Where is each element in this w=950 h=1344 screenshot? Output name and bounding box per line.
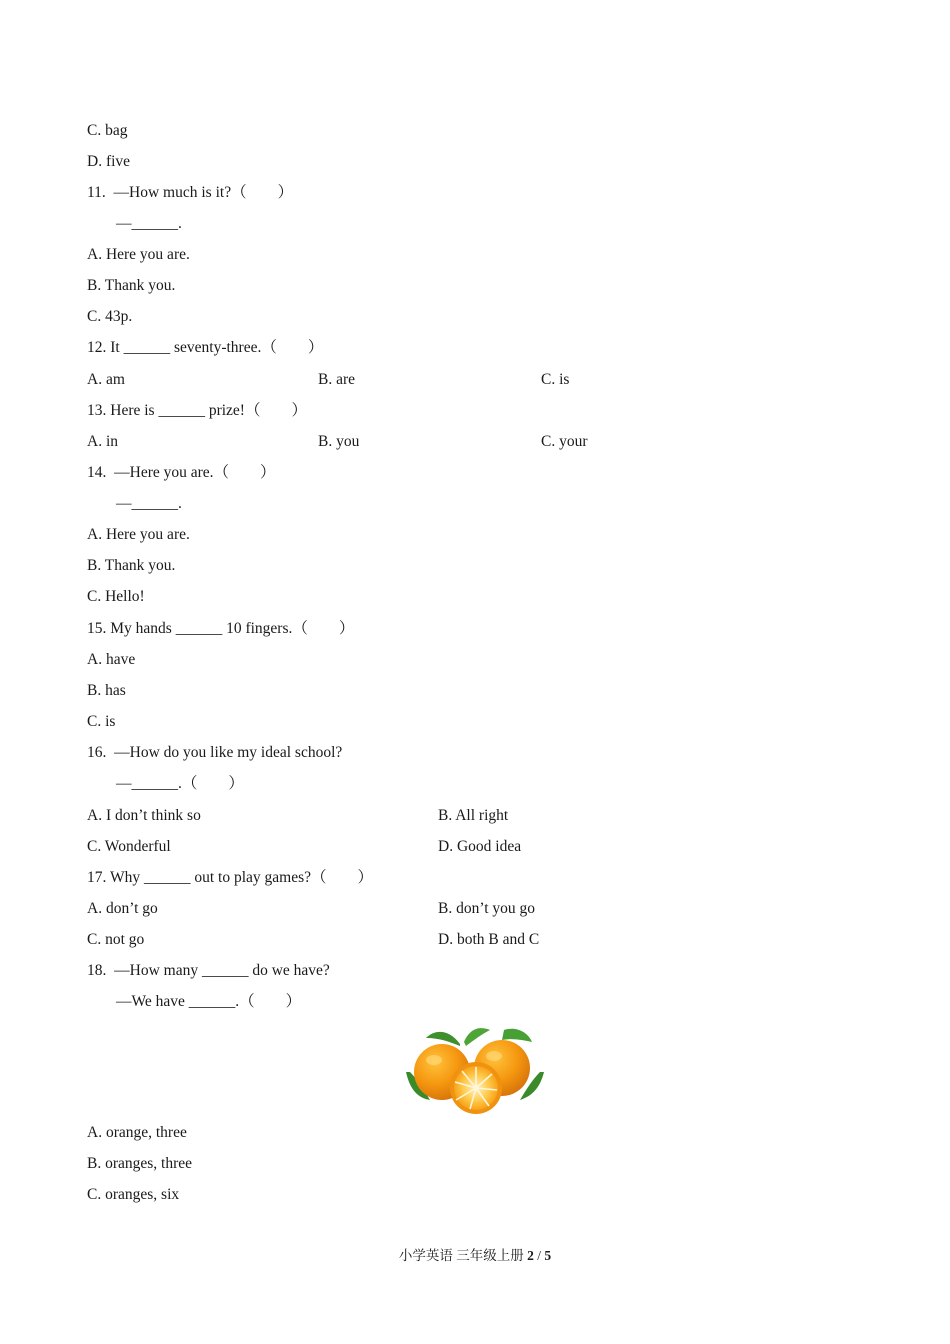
q17-option-c: C. not go	[87, 931, 145, 948]
footer-separator: /	[533, 1248, 545, 1263]
q13-option-b: B. you	[318, 433, 360, 450]
q14-stem: 14. —Here you are.（ ）	[87, 464, 276, 481]
q15-option-c: C. is	[87, 713, 116, 730]
q18-option-c: C. oranges, six	[87, 1186, 180, 1203]
q11-option-c: C. 43p.	[87, 308, 133, 325]
q18-reply: —We have ______.（ ）	[116, 993, 302, 1010]
q11-stem: 11. —How much is it?（ ）	[87, 184, 294, 201]
oranges-illustration	[404, 1024, 546, 1116]
q16-option-d: D. Good idea	[438, 838, 522, 855]
q14-reply: —______.	[116, 495, 182, 512]
q12-option-c: C. is	[541, 371, 570, 388]
footer-page-total: 5	[544, 1248, 552, 1263]
q11-reply: —______.	[116, 215, 182, 232]
q14-option-c: C. Hello!	[87, 588, 145, 605]
q16-option-a: A. I don’t think so	[87, 807, 201, 824]
footer-subject: 小学英语 三年级上册	[398, 1248, 524, 1263]
q18-option-b: B. oranges, three	[87, 1155, 193, 1172]
q10-option-d: D. five	[87, 153, 131, 170]
q14-option-b: B. Thank you.	[87, 557, 176, 574]
footer-page-number: 2	[527, 1248, 534, 1263]
q14-option-a: A. Here you are.	[87, 526, 190, 543]
q16-option-b: B. All right	[438, 807, 509, 824]
q15-option-b: B. has	[87, 682, 126, 699]
q16-reply: —______.（ ）	[116, 775, 244, 792]
q11-option-a: A. Here you are.	[87, 246, 190, 263]
q18-option-a: A. orange, three	[87, 1124, 187, 1141]
q13-option-c: C. your	[541, 433, 588, 450]
q18-stem: 18. —How many ______ do we have?	[87, 962, 330, 979]
q15-option-a: A. have	[87, 651, 136, 668]
q12-stem: 12. It ______ seventy-three.（ ）	[87, 339, 324, 356]
q17-stem: 17. Why ______ out to play games?（ ）	[87, 869, 374, 886]
q16-stem: 16. —How do you like my ideal school?	[87, 744, 343, 761]
q13-option-a: A. in	[87, 433, 118, 450]
q15-stem: 15. My hands ______ 10 fingers.（ ）	[87, 620, 355, 637]
q11-option-b: B. Thank you.	[87, 277, 176, 294]
q12-option-a: A. am	[87, 371, 125, 388]
q17-option-d: D. both B and C	[438, 931, 540, 948]
q17-option-a: A. don’t go	[87, 900, 158, 917]
q17-option-b: B. don’t you go	[438, 900, 536, 917]
q12-option-b: B. are	[318, 371, 356, 388]
q16-option-c: C. Wonderful	[87, 838, 171, 855]
q13-stem: 13. Here is ______ prize!（ ）	[87, 402, 307, 419]
page-footer	[0, 1246, 950, 1266]
q10-option-c: C. bag	[87, 122, 128, 139]
